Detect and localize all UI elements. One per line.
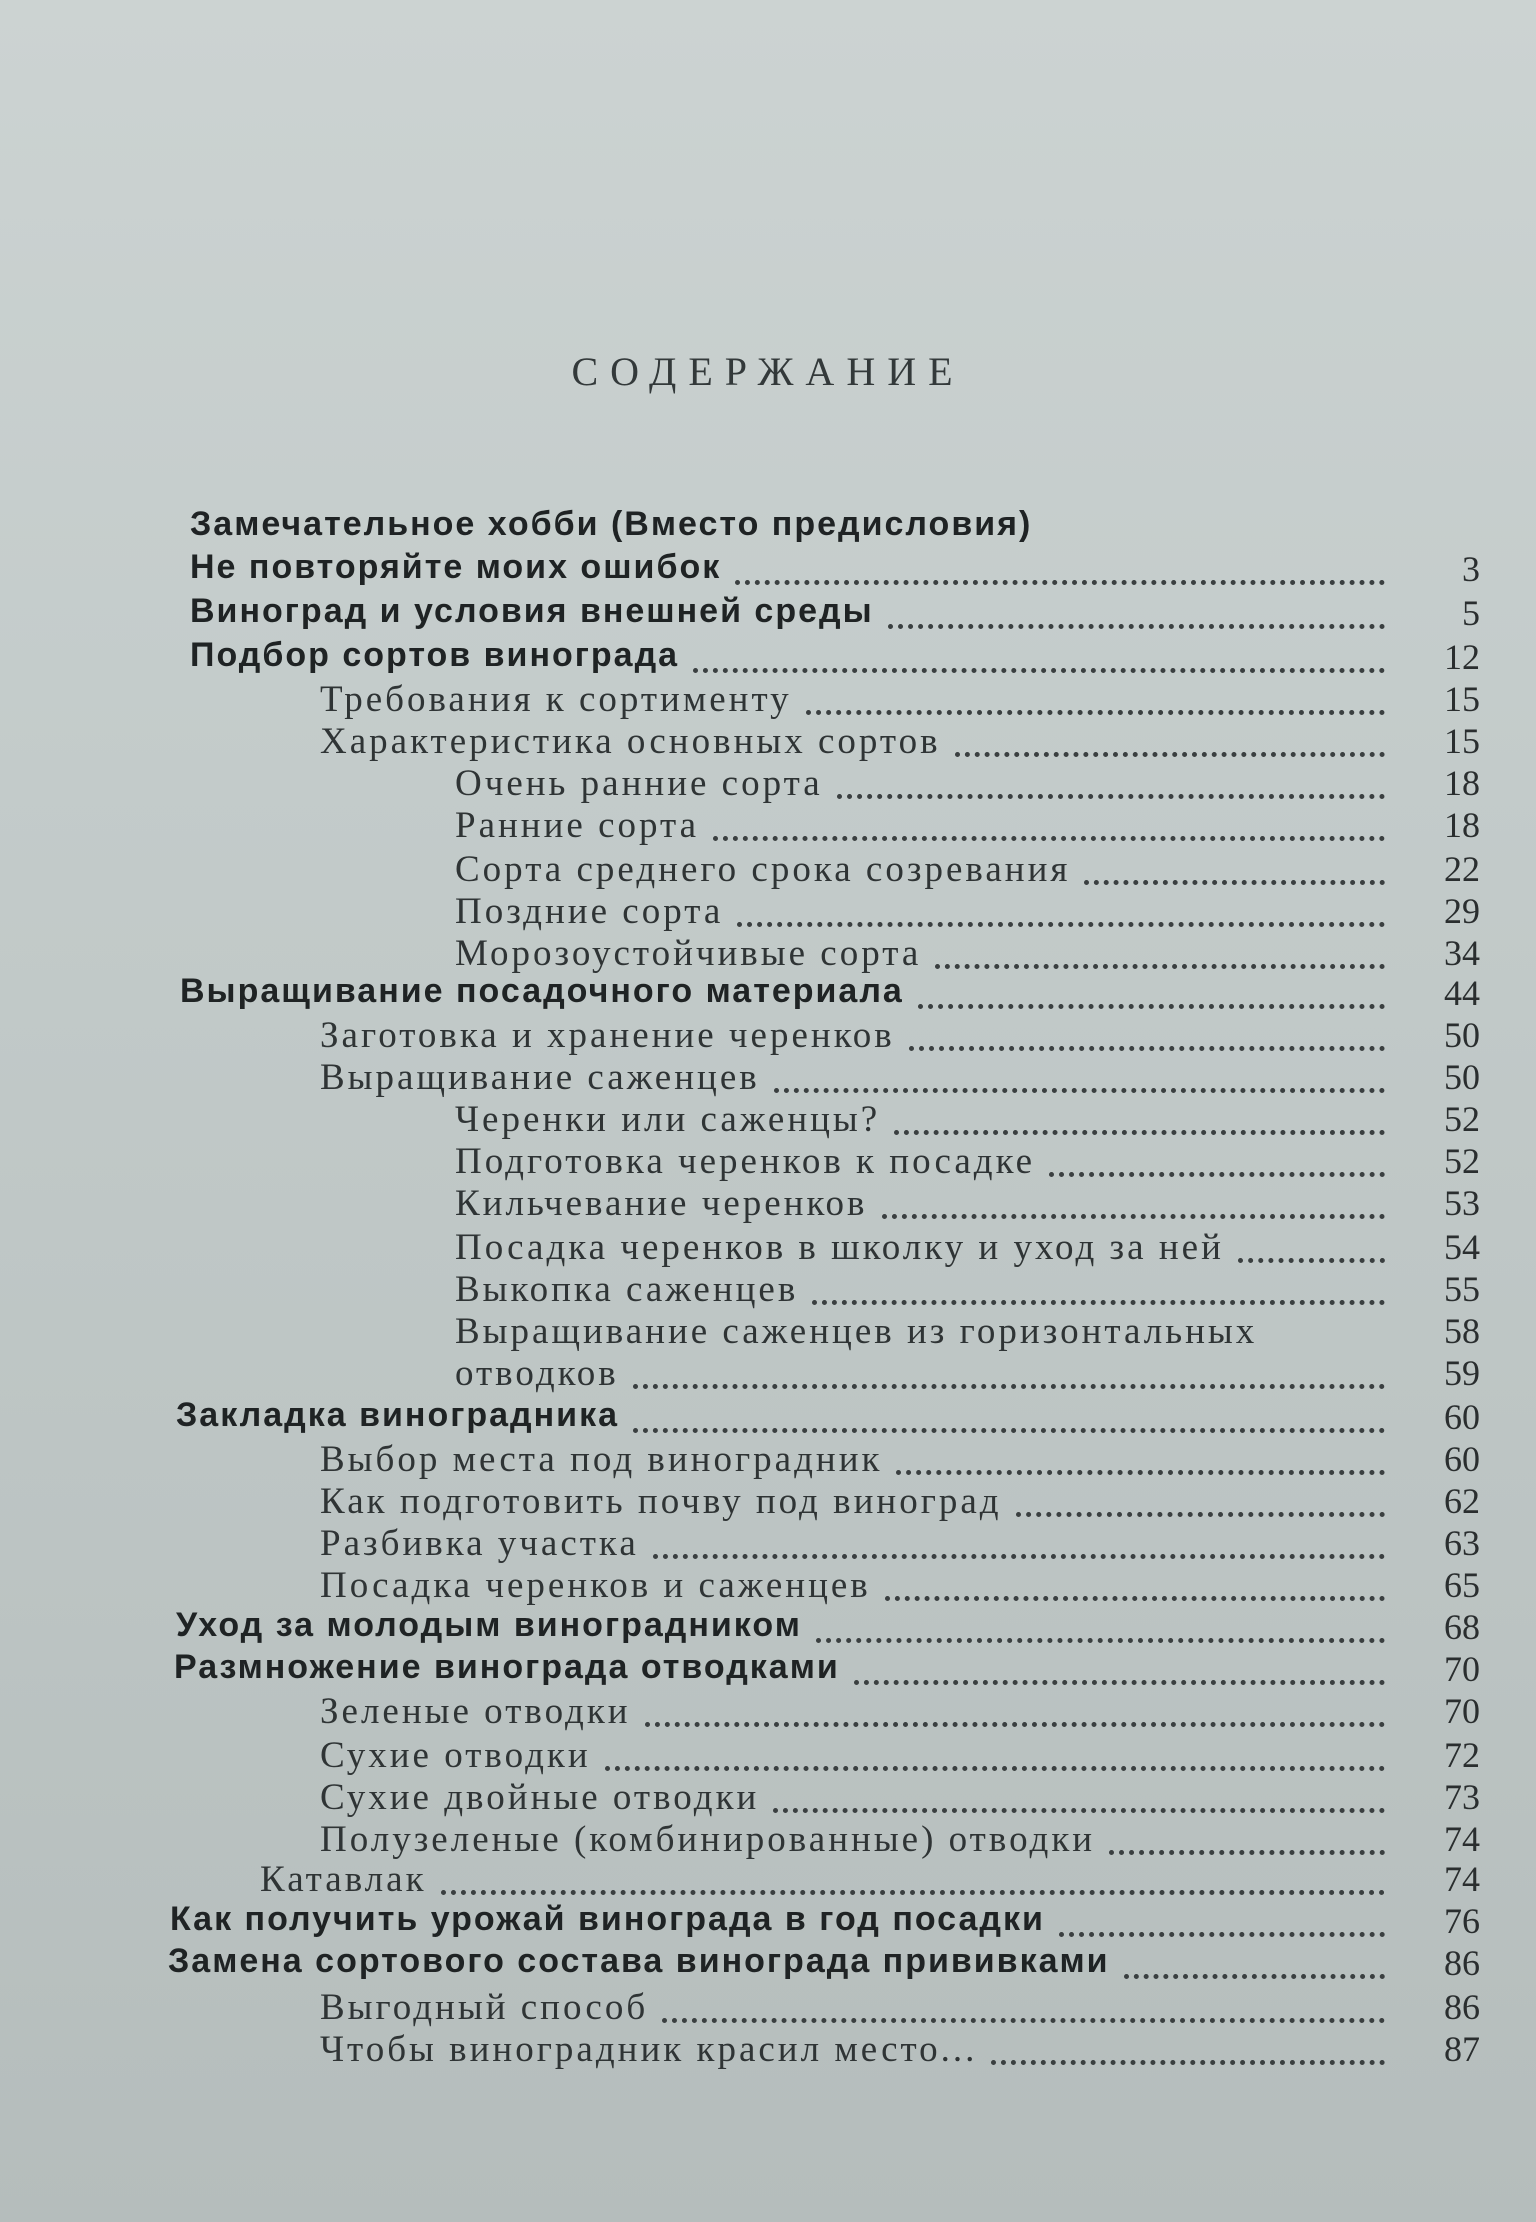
toc-dot-leader bbox=[1109, 1810, 1385, 1855]
toc-entry-title: Катавлак bbox=[260, 1859, 427, 1900]
toc-dot-leader bbox=[441, 1850, 1385, 1895]
toc-page-number: 12 bbox=[1444, 637, 1480, 677]
toc-page-number: 18 bbox=[1444, 805, 1480, 845]
toc-entry-title: Размножение винограда отводками bbox=[174, 1648, 840, 1686]
toc-entry-title: Кильчевание черенков bbox=[455, 1183, 868, 1224]
toc-page-number: 70 bbox=[1444, 1649, 1480, 1689]
toc-page-number: 73 bbox=[1444, 1777, 1480, 1817]
toc-entry bbox=[0, 1268, 1536, 1308]
toc-entry-title: Как получить урожай винограда в год посадки bbox=[170, 1900, 1045, 1938]
toc-entry-title: Зеленые отводки bbox=[320, 1691, 631, 1732]
toc-dot-leader bbox=[837, 754, 1385, 799]
toc-dot-leader bbox=[1084, 840, 1385, 885]
toc-entry-title: Характеристика основных сортов bbox=[320, 721, 941, 762]
toc-entry-title: Виноград и условия внешней среды bbox=[190, 592, 874, 630]
toc-page-number: 15 bbox=[1444, 679, 1480, 719]
toc-entry-title: Черенки или саженцы? bbox=[455, 1099, 881, 1140]
toc-entry-title: Чтобы виноградник красил место... bbox=[320, 2029, 978, 2070]
toc-dot-leader bbox=[693, 628, 1385, 673]
toc-page-number: 63 bbox=[1444, 1523, 1480, 1563]
toc-page-number: 18 bbox=[1444, 763, 1480, 803]
toc-dot-leader bbox=[885, 1556, 1385, 1601]
toc-dot-leader bbox=[633, 1388, 1385, 1433]
toc-entry bbox=[0, 804, 1536, 844]
toc-entry-title: Подбор сортов винограда bbox=[190, 636, 680, 674]
toc-page-number: 87 bbox=[1444, 2029, 1480, 2069]
toc-page-number: 60 bbox=[1444, 1439, 1480, 1479]
toc-page-number: 29 bbox=[1444, 891, 1480, 931]
toc-entry bbox=[0, 1182, 1536, 1222]
toc-page-number: 74 bbox=[1444, 1859, 1480, 1899]
toc-entry-title: Поздние сорта bbox=[455, 891, 724, 932]
toc-entry-title: Посадка черенков в школку и уход за ней bbox=[455, 1227, 1224, 1268]
toc-entry-title: Заготовка и хранение черенков bbox=[320, 1015, 895, 1056]
toc-dot-leader bbox=[806, 670, 1385, 715]
toc-entry bbox=[0, 1690, 1536, 1730]
toc-dot-leader bbox=[909, 1006, 1385, 1051]
toc-dot-leader bbox=[645, 1682, 1385, 1727]
toc-page-number: 70 bbox=[1444, 1691, 1480, 1731]
toc-page-number: 74 bbox=[1444, 1819, 1480, 1859]
toc-page-number: 3 bbox=[1462, 549, 1480, 589]
toc-entry-title: Посадка черенков и саженцев bbox=[320, 1565, 871, 1606]
toc-entry-title: Сухие отводки bbox=[320, 1735, 591, 1776]
toc-dot-leader bbox=[1049, 1132, 1385, 1177]
toc-entry-title: Выкопка саженцев bbox=[455, 1269, 799, 1310]
toc-entry bbox=[0, 548, 1536, 588]
toc-page-number: 44 bbox=[1444, 973, 1480, 1013]
toc-entry-title: Выбор места под виноградник bbox=[320, 1439, 883, 1480]
page-title: СОДЕРЖАНИЕ bbox=[571, 349, 965, 394]
toc-entry-title: отводков bbox=[455, 1353, 619, 1394]
toc-dot-leader bbox=[653, 1514, 1385, 1559]
toc-page-number: 50 bbox=[1444, 1015, 1480, 1055]
toc-entry-title: Ранние сорта bbox=[455, 805, 700, 846]
toc-dot-leader bbox=[1059, 1892, 1385, 1937]
toc-page-number: 54 bbox=[1444, 1227, 1480, 1267]
toc-entry-title: Уход за молодым виноградником bbox=[176, 1606, 802, 1644]
toc-entry bbox=[0, 1942, 1536, 1982]
toc-entry-title: Как подготовить почву под виноград bbox=[320, 1481, 1002, 1522]
toc-entry-title: Выгодный способ bbox=[320, 1987, 649, 2028]
toc-page-number: 22 bbox=[1444, 849, 1480, 889]
toc-dot-leader bbox=[662, 1978, 1385, 2023]
toc-dot-leader bbox=[735, 540, 1385, 585]
toc-dot-leader bbox=[713, 796, 1385, 841]
toc-dot-leader bbox=[882, 1174, 1385, 1219]
toc-dot-leader bbox=[1016, 1472, 1385, 1517]
toc-dot-leader bbox=[854, 1640, 1385, 1685]
toc-dot-leader bbox=[935, 924, 1385, 969]
toc-page-number: 62 bbox=[1444, 1481, 1480, 1521]
toc-entry-title: Выращивание саженцев bbox=[320, 1057, 760, 1098]
toc-entry-title: Закладка виноградника bbox=[176, 1396, 619, 1434]
toc-dot-leader bbox=[991, 2020, 1385, 2065]
toc-dot-leader bbox=[737, 882, 1385, 927]
toc-dot-leader bbox=[1124, 1934, 1385, 1979]
toc-dot-leader bbox=[888, 584, 1385, 629]
toc-page-number: 59 bbox=[1444, 1353, 1480, 1393]
toc-entry-title: Очень ранние сорта bbox=[455, 763, 823, 804]
toc-page-number: 76 bbox=[1444, 1901, 1480, 1941]
toc-dot-leader bbox=[894, 1090, 1385, 1135]
toc-entry-title: Замена сортового состава винограда прививками bbox=[168, 1942, 1110, 1980]
toc-page-number: 65 bbox=[1444, 1565, 1480, 1605]
toc-entry-title: Подготовка черенков к посадке bbox=[455, 1141, 1036, 1182]
toc-entry-title: Выращивание саженцев из горизонтальных bbox=[455, 1311, 1258, 1352]
toc-entry bbox=[0, 505, 1536, 545]
toc-entry-title: Сорта среднего срока созревания bbox=[455, 849, 1071, 890]
toc-page-number: 5 bbox=[1462, 593, 1480, 633]
toc-dot-leader bbox=[774, 1048, 1385, 1093]
toc-dot-leader bbox=[605, 1726, 1385, 1771]
toc-entry bbox=[0, 592, 1536, 632]
toc-entry-title: Замечательное хобби (Вместо предисловия) bbox=[190, 505, 1033, 543]
toc-dot-leader bbox=[896, 1430, 1385, 1475]
toc-entry bbox=[0, 1352, 1536, 1392]
toc-page-number: 55 bbox=[1444, 1269, 1480, 1309]
toc-page-number: 86 bbox=[1444, 1987, 1480, 2027]
toc-page-number: 50 bbox=[1444, 1057, 1480, 1097]
toc-page-number: 34 bbox=[1444, 933, 1480, 973]
toc-entry bbox=[0, 2028, 1536, 2068]
toc-page-number: 86 bbox=[1444, 1943, 1480, 1983]
toc-entry-title: Выращивание посадочного материала bbox=[180, 972, 904, 1010]
toc-entry-title: Морозоустойчивые сорта bbox=[455, 933, 922, 974]
toc-dot-leader bbox=[955, 712, 1385, 757]
toc-dot-leader bbox=[1238, 1218, 1385, 1263]
toc-page-number: 53 bbox=[1444, 1183, 1480, 1223]
toc-page-number: 58 bbox=[1444, 1311, 1480, 1351]
toc-page-number: 72 bbox=[1444, 1735, 1480, 1775]
toc-entry-title: Требования к сортименту bbox=[320, 679, 792, 720]
toc-entry-title: Разбивка участка bbox=[320, 1523, 639, 1564]
toc-entry-title: Полузеленые (комбинированные) отводки bbox=[320, 1819, 1096, 1860]
toc-page-number: 15 bbox=[1444, 721, 1480, 761]
toc-dot-leader bbox=[633, 1344, 1385, 1389]
toc-page-number: 52 bbox=[1444, 1141, 1480, 1181]
toc-dot-leader bbox=[812, 1260, 1385, 1305]
toc-dot-leader bbox=[773, 1768, 1385, 1813]
toc-page-number: 60 bbox=[1444, 1397, 1480, 1437]
toc-page-number: 68 bbox=[1444, 1607, 1480, 1647]
toc-dot-leader bbox=[816, 1598, 1385, 1643]
toc-entry-title: Сухие двойные отводки bbox=[320, 1777, 760, 1818]
toc-page-number: 52 bbox=[1444, 1099, 1480, 1139]
toc-dot-leader bbox=[918, 964, 1385, 1009]
toc-entry-title: Не повторяйте моих ошибок bbox=[190, 548, 722, 586]
